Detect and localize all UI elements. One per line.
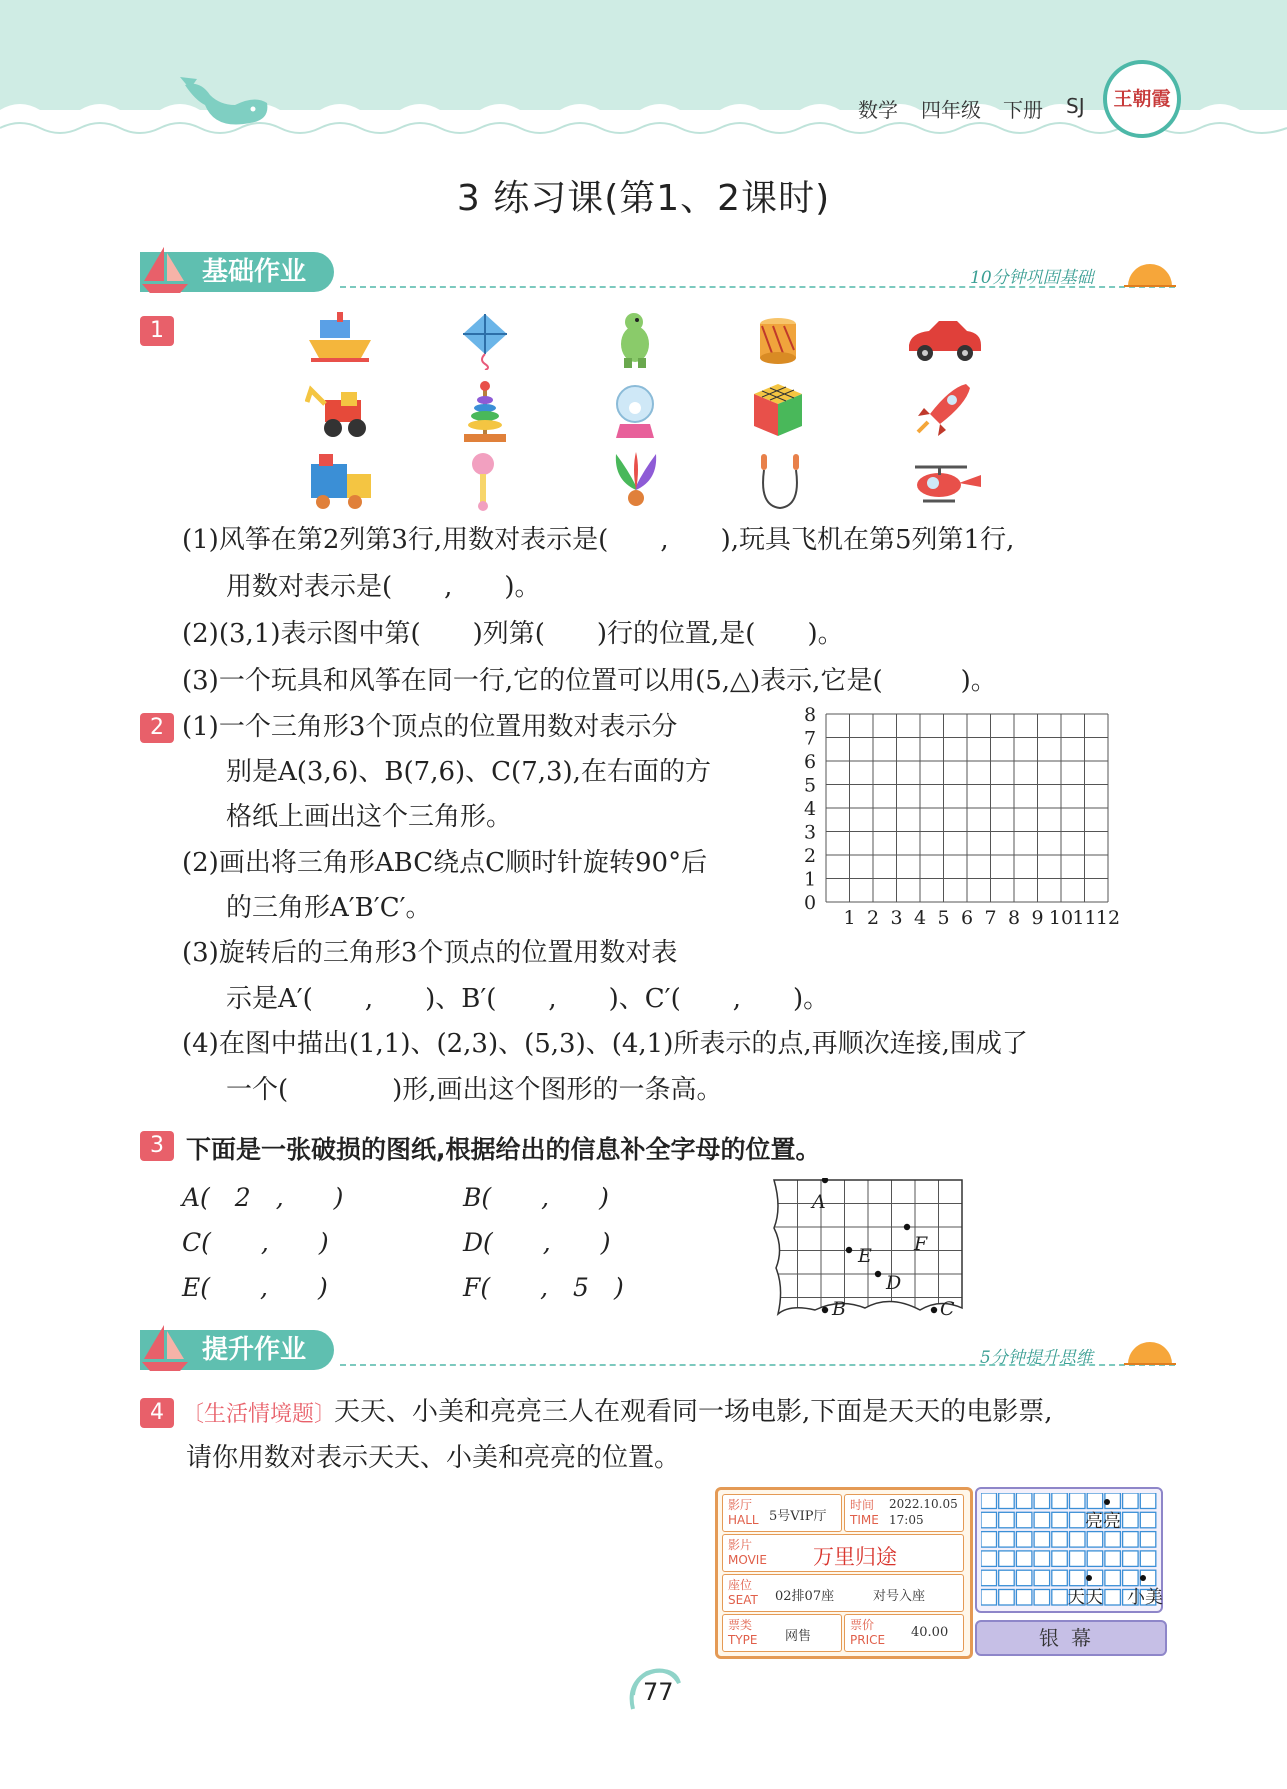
grid-x-label: 1 (843, 907, 856, 929)
seat-cell (1087, 1532, 1103, 1548)
ticket-seat-label: 座位 (728, 1578, 753, 1592)
seat-cell (1105, 1532, 1121, 1548)
seat-cell (1034, 1570, 1050, 1586)
seat-cell (1016, 1532, 1032, 1548)
map-point-e (846, 1247, 852, 1253)
ticket-date-value: 2022.10.05 (889, 1497, 958, 1511)
seat-cell (1105, 1590, 1121, 1606)
q2-line-4: (2)画出将三角形ABC绕点C顺时针旋转90°后 (182, 848, 708, 878)
q1-line-1: (1)风筝在第2列第3行,用数对表示是( , ),玩具飞机在第5列第1行, (182, 525, 1015, 555)
ticket-hall-value: 5号VIP厅 (769, 1509, 827, 1524)
kite-icon (455, 310, 515, 370)
answer-a: A( 2 , ) (182, 1183, 344, 1212)
ticket-seat-label-en: SEAT (728, 1593, 758, 1607)
seat-cell (1105, 1570, 1121, 1586)
q1-line-2: 用数对表示是( , )。 (226, 572, 541, 602)
q2-line-6: (3)旋转后的三角形3个顶点的位置用数对表 (182, 938, 678, 968)
toy-grid (305, 310, 1005, 520)
q2-line-3: 格纸上画出这个三角形。 (226, 802, 513, 832)
seat-cell (1140, 1512, 1156, 1528)
map-point-label: B (832, 1298, 846, 1318)
seat-cell (1034, 1551, 1050, 1567)
ticket-seat (722, 1574, 964, 1612)
grid-y-label: 4 (804, 798, 817, 820)
grid-x-label: 5 (937, 907, 950, 929)
grid-x-label: 2 (866, 907, 880, 929)
grid-x-label: 6 (960, 907, 974, 929)
ticket-time-label: 时间 (850, 1498, 875, 1512)
cinema-screen: 银幕 (975, 1620, 1167, 1656)
q2-line-1: (1)一个三角形3个顶点的位置用数对表示分 (182, 712, 678, 742)
grid-x-label: 3 (890, 907, 903, 929)
seat-dot-liang (1104, 1499, 1110, 1505)
q1-line-3: (2)(3,1)表示图中第( )列第( )行的位置,是( )。 (182, 619, 844, 649)
q2-line-8: (4)在图中描出(1,1)、(2,3)、(5,3)、(4,1)所表示的点,再顺次连接,围成了 (182, 1029, 1028, 1059)
seat-cell (1052, 1570, 1068, 1586)
movie-ticket (715, 1487, 973, 1659)
seat-cell (1070, 1532, 1086, 1548)
grid-y-label: 7 (804, 727, 817, 750)
ticket-price (844, 1614, 964, 1652)
whale-icon (175, 75, 275, 135)
seat-cell (981, 1512, 997, 1528)
seat-cell (1123, 1532, 1139, 1548)
ticket-movie-label-en: MOVIE (728, 1553, 767, 1567)
magic-cube-icon (750, 380, 806, 440)
seat-cell (999, 1551, 1015, 1567)
answer-c: C( , ) (182, 1228, 329, 1257)
seat-cell (981, 1551, 997, 1567)
q1-line-4: (3)一个玩具和风筝在同一行,它的位置可以用(5,△)表示,它是( )。 (182, 666, 997, 696)
seat-cell (981, 1590, 997, 1606)
seat-cell (1123, 1493, 1139, 1509)
grid-x-label: 11 (1072, 907, 1097, 929)
ticket-price-label: 票价 (850, 1618, 875, 1632)
ticket-price-value: 40.00 (911, 1625, 949, 1640)
seat-cell (1016, 1512, 1032, 1528)
brand-logo-text: 王朝霞 (1113, 88, 1171, 110)
grid-y-label: 5 (804, 774, 817, 797)
question-number: 1 (140, 316, 174, 346)
seat-cell (999, 1590, 1015, 1606)
q3-prompt: 下面是一张破损的图纸,根据给出的信息补全字母的位置。 (186, 1135, 821, 1164)
seat-cell (1052, 1590, 1068, 1606)
sun-icon (1122, 1330, 1178, 1366)
ticket-seat-note: 对号入座 (873, 1589, 926, 1604)
toy-rocket-icon (910, 380, 974, 440)
seat-cell (1123, 1551, 1139, 1567)
seat-cell (981, 1570, 997, 1586)
seat-cell (1016, 1493, 1032, 1509)
seat-cell (1034, 1590, 1050, 1606)
ticket-type-label-en: TYPE (728, 1633, 758, 1647)
snow-globe-icon (610, 380, 660, 444)
grid-y-label: 0 (804, 892, 817, 914)
answer-d: D( , ) (463, 1228, 611, 1257)
seat-cell (999, 1512, 1015, 1528)
brand-logo (1103, 60, 1181, 138)
seat-cell (999, 1532, 1015, 1548)
seat-cell (1034, 1512, 1050, 1528)
header-subject: 数学 (858, 98, 898, 122)
question-number: 4 (140, 1398, 174, 1428)
grid-y-label: 3 (804, 821, 817, 844)
damaged-map (770, 1178, 965, 1318)
q4-context-tag: 〔生活情境题〕 (182, 1402, 337, 1427)
ticket-time-value: 17:05 (889, 1513, 924, 1527)
map-point-label: F (914, 1233, 928, 1255)
grid-y-label: 6 (804, 751, 817, 773)
rattle-icon (463, 450, 503, 512)
ticket-hall-label-en: HALL (728, 1513, 759, 1527)
map-point-label: A (812, 1191, 826, 1213)
seat-cell (1070, 1551, 1086, 1567)
seat-cell (1105, 1551, 1121, 1567)
seat-cell (981, 1532, 997, 1548)
seat-map (975, 1487, 1163, 1613)
grid-x-label: 7 (984, 907, 997, 929)
seat-cell (1034, 1493, 1050, 1509)
grid-x-label: 12 (1095, 907, 1121, 929)
map-point-label: E (858, 1245, 872, 1267)
grid-x-label: 10 (1048, 907, 1074, 929)
q4-line-1: 天天、小美和亮亮三人在观看同一场电影,下面是天天的电影票, (334, 1397, 1053, 1427)
page-title: 3 练习课(第1、2课时) (456, 178, 831, 219)
ticket-seat-value: 02排07座 (775, 1589, 835, 1604)
seat-label-mei: 小美 (1127, 1587, 1163, 1608)
toy-train-icon (305, 450, 377, 512)
q2-line-5: 的三角形A′B′C′。 (226, 893, 432, 923)
q2-line-7: 示是A′( , )、B′( , )、C′( , )。 (226, 984, 830, 1014)
ticket-movie-label: 影片 (728, 1538, 753, 1552)
seat-cell (1016, 1570, 1032, 1586)
map-point-c (931, 1307, 937, 1313)
section-label-basic: 基础作业 (202, 257, 307, 287)
toy-airplane-icon (905, 455, 985, 509)
seat-label-liang: 亮亮 (1085, 1511, 1121, 1532)
map-point-a (822, 1178, 828, 1183)
grid-x-label: 4 (913, 907, 927, 929)
answer-e: E( , ) (182, 1273, 328, 1302)
section-tagline-basic: 10分钟巩固基础 (970, 268, 1094, 288)
ticket-time (844, 1494, 964, 1532)
seat-cell (1087, 1551, 1103, 1567)
grid-x-label: 9 (1031, 907, 1044, 929)
grid-y-label: 2 (804, 845, 817, 867)
seat-cell (1016, 1590, 1032, 1606)
map-point-b (822, 1307, 828, 1313)
seat-cell (1052, 1532, 1068, 1548)
header-edition: SJ (1066, 94, 1085, 118)
page-number: 77 (643, 1678, 674, 1706)
coordinate-grid (800, 706, 1170, 966)
question-number: 2 (140, 713, 174, 743)
ticket-time-label-en: TIME (850, 1513, 879, 1527)
sailboat-icon (140, 1323, 190, 1373)
q2-line-2: 别是A(3,6)、B(7,6)、C(7,3),在右面的方 (226, 757, 711, 787)
seat-label-tian: 天天 (1067, 1587, 1103, 1608)
map-point-label: C (940, 1298, 955, 1318)
seat-cell (1016, 1551, 1032, 1567)
grid-x-label: 8 (1007, 907, 1021, 929)
toy-car-icon (905, 315, 985, 365)
grid-y-label: 1 (804, 868, 817, 891)
seat-cell (1123, 1512, 1139, 1528)
ticket-hall (722, 1494, 842, 1532)
seat-cell (1052, 1493, 1068, 1509)
seat-cell (999, 1570, 1015, 1586)
ticket-type (722, 1614, 842, 1652)
header-grade: 四年级 (921, 98, 981, 122)
ticket-price-label-en: PRICE (850, 1633, 886, 1647)
seat-cell (1052, 1551, 1068, 1567)
drum-icon (753, 310, 803, 370)
toy-boat-icon (305, 310, 375, 370)
map-point-d (875, 1271, 881, 1277)
seat-cell (981, 1493, 997, 1509)
answer-b: B( , ) (463, 1183, 609, 1212)
seat-cell (1140, 1493, 1156, 1509)
ticket-movie (722, 1534, 964, 1572)
ticket-hall-label: 影厅 (728, 1498, 753, 1512)
seat-dot-tian (1086, 1575, 1092, 1581)
ticket-type-value: 网售 (785, 1629, 812, 1644)
seat-cell (1034, 1532, 1050, 1548)
header-volume: 下册 (1003, 98, 1043, 122)
section-label-advanced: 提升作业 (202, 1335, 307, 1365)
ticket-type-label: 票类 (728, 1618, 753, 1632)
answer-f: F( , 5 ) (463, 1273, 624, 1302)
feather-shuttlecock-icon (608, 450, 664, 514)
q4-line-2: 请你用数对表示天天、小美和亮亮的位置。 (186, 1443, 681, 1473)
seat-cell (1070, 1493, 1086, 1509)
ticket-movie-title: 万里归途 (813, 1545, 897, 1569)
map-point-f (904, 1224, 910, 1230)
toy-dinosaur-icon (610, 310, 660, 370)
jump-rope-icon (755, 450, 805, 514)
stacking-rings-icon (460, 380, 510, 444)
seat-cell (1140, 1532, 1156, 1548)
seat-dot-mei (1140, 1575, 1146, 1581)
section-tagline-advanced: 5分钟提升思维 (980, 1348, 1093, 1368)
toy-excavator-icon (305, 382, 375, 442)
map-point-label: D (886, 1272, 902, 1294)
sun-icon (1122, 252, 1178, 288)
seat-cell (1052, 1512, 1068, 1528)
q2-line-9: 一个( )形,画出这个图形的一条高。 (226, 1075, 723, 1105)
seat-cell (999, 1493, 1015, 1509)
question-number: 3 (140, 1131, 174, 1161)
seat-cell (1140, 1551, 1156, 1567)
sailboat-icon (140, 245, 190, 295)
seat-cell (1070, 1512, 1086, 1528)
grid-y-label: 8 (804, 706, 817, 726)
